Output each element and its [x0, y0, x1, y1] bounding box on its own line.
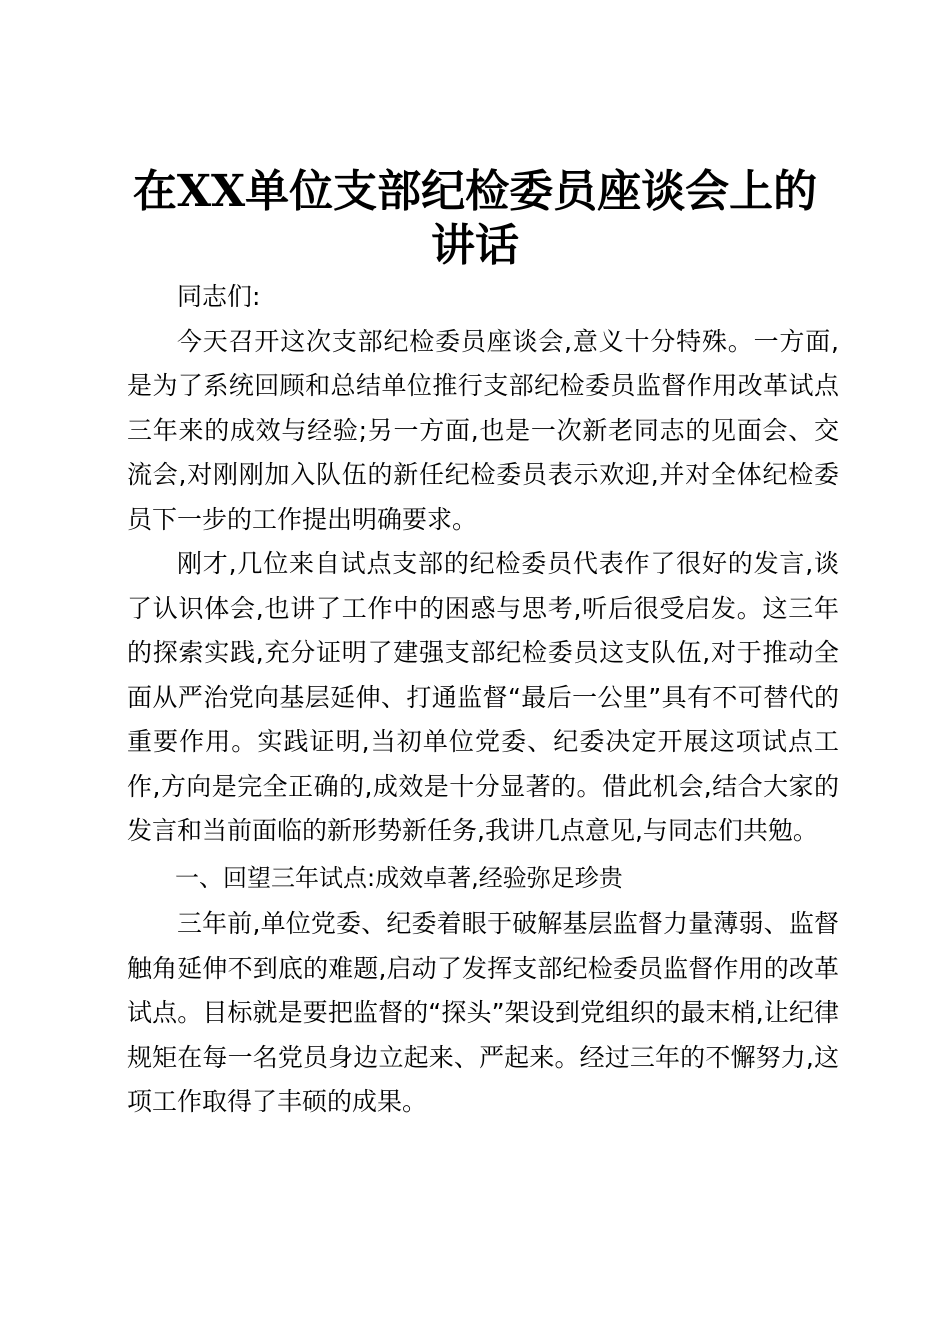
paragraph-opening: 今天召开这次支部纪检委员座谈会,意义十分特殊。一方面,是为了系统回顾和总结单位推行支部纪检委员监督作用改革试点三年来的成效与经验;另一方面,也是一次新老同志的见面会、交流会,对刚刚加入队伍的新任纪检委员表示欢迎,并对全体纪检委员下一步的工作提出明确要求。: [127, 326, 839, 534]
section-heading: 一、回望三年试点:成效卓著,经验弥足珍贵: [175, 863, 623, 892]
salutation: 同志们:: [177, 282, 261, 311]
document-body: [127, 275, 839, 1125]
paragraph-remarks: 刚才,几位来自试点支部的纪检委员代表作了很好的发言,谈了认识体会,也讲了工作中的困惑与思考,听后很受启发。这三年的探索实践,充分证明了建强支部纪检委员这支队伍,对于推动全面从严治党向基层延伸、打通监督“最后一公里”具有不可替代的重要作用。实践证明,当初单位党委、纪委决定开展这项试点工作,方向是完全正确的,成效是十分显著的。借此机会,结合大家的发言和当前面临的新形势新任务,我讲几点意见,与同志们共勉。: [127, 549, 839, 845]
document-title: 在XX单位支部纪检委员座谈会上的讲话: [132, 166, 818, 271]
section-paragraph: 三年前,单位党委、纪委着眼于破解基层监督力量薄弱、监督触角延伸不到底的难题,启动了发挥支部纪检委员监督作用的改革试点。目标就是要把监督的“探头”架设到党组织的最末梢,让纪律规矩在每一名党员身边立起来、严起来。经过三年的不懈努力,这项工作取得了丰硕的成果。: [127, 909, 839, 1116]
